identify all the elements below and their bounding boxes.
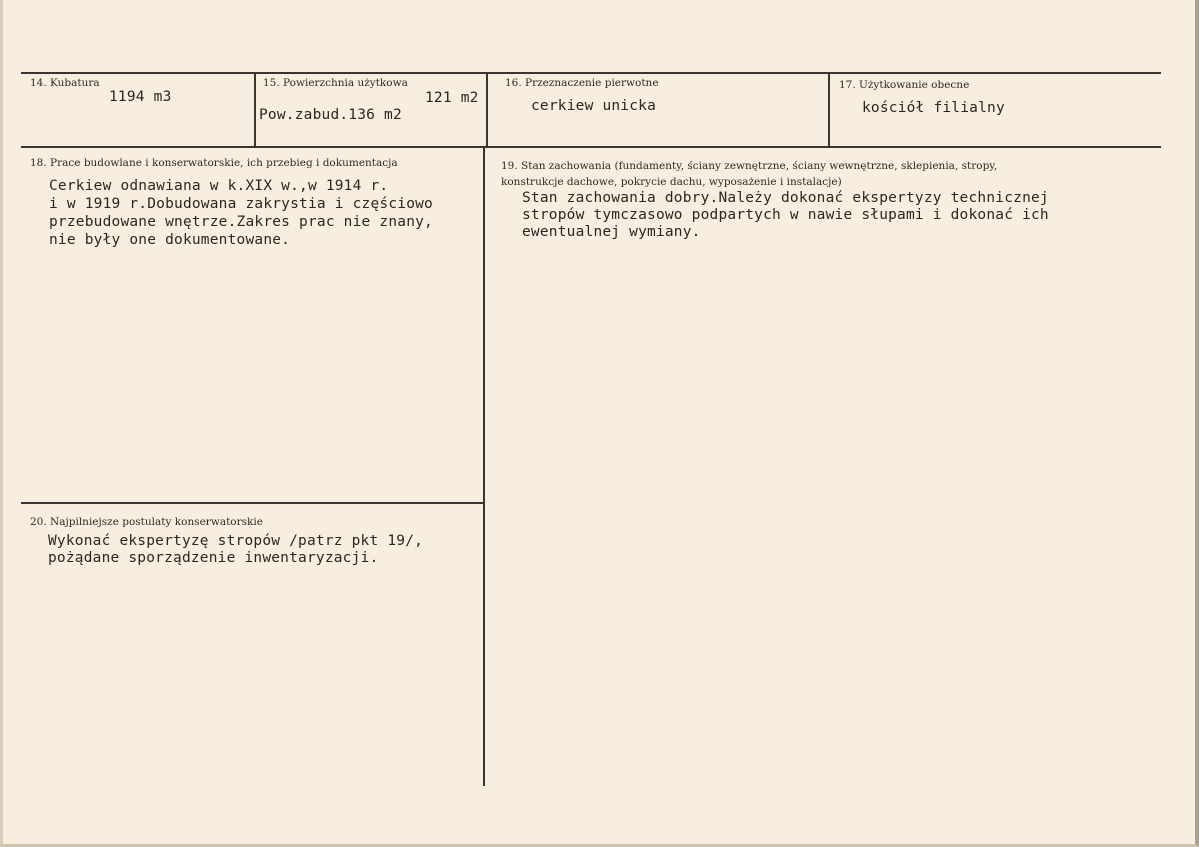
header-bottom-rule bbox=[21, 146, 1161, 148]
field-14-value: 1194 m3 bbox=[109, 89, 172, 105]
field-18-line-1: Cerkiew odnawiana w k.XIX w.,w 1914 r. bbox=[49, 178, 389, 194]
field-20-label: 20. Najpilniejsze postulaty konserwatorskie bbox=[30, 516, 263, 528]
field-19-label-line-1: 19. Stan zachowania (fundamenty, ściany zewnętrzne, ściany wewnętrzne, sklepienia, stropy, bbox=[501, 160, 998, 172]
divider-14-15 bbox=[254, 72, 256, 146]
field-19-line-1: Stan zachowania dobry.Należy dokonać ekspertyzy technicznej bbox=[522, 190, 1049, 206]
field-18-line-2: i w 1919 r.Dobudowana zakrystia i częściowo bbox=[49, 196, 433, 212]
field-17-value: kościół filialny bbox=[862, 100, 1005, 116]
field-19-line-2: stropów tymczasowo podpartych w nawie słupami i dokonać ich bbox=[522, 207, 1049, 223]
field-15-label: 15. Powierzchnia użytkowa bbox=[263, 77, 408, 89]
top-rule bbox=[21, 72, 1161, 74]
field-19-line-3: ewentualnej wymiany. bbox=[522, 224, 701, 240]
field-16-value: cerkiew unicka bbox=[531, 98, 657, 114]
field-15-extra: Pow.zabud.136 m2 bbox=[259, 107, 402, 123]
field-18-label: 18. Prace budowlane i konserwatorskie, ich przebieg i dokumentacja bbox=[30, 157, 398, 169]
field-18-line-4: nie były one dokumentowane. bbox=[49, 232, 291, 248]
field-14-label: 14. Kubatura bbox=[30, 77, 100, 89]
field-15-value: 121 m2 bbox=[425, 90, 479, 106]
field-16-label: 16. Przeznaczenie pierwotne bbox=[505, 77, 659, 89]
divider-16-17 bbox=[828, 72, 830, 146]
divider-15-16 bbox=[486, 72, 488, 146]
field-18-line-3: przebudowane wnętrze.Zakres prac nie znany, bbox=[49, 214, 433, 230]
field-20-line-1: Wykonać ekspertyzę stropów /patrz pkt 19/, bbox=[48, 533, 424, 549]
divider-main bbox=[483, 146, 485, 786]
field-19-label-line-2: konstrukcje dachowe, pokrycie dachu, wyposażenie i instalacje) bbox=[501, 176, 842, 188]
field-20-line-2: pożądane sporządzenie inwentaryzacji. bbox=[48, 550, 379, 566]
field-17-label: 17. Użytkowanie obecne bbox=[839, 79, 970, 91]
divider-18-20 bbox=[21, 502, 483, 504]
